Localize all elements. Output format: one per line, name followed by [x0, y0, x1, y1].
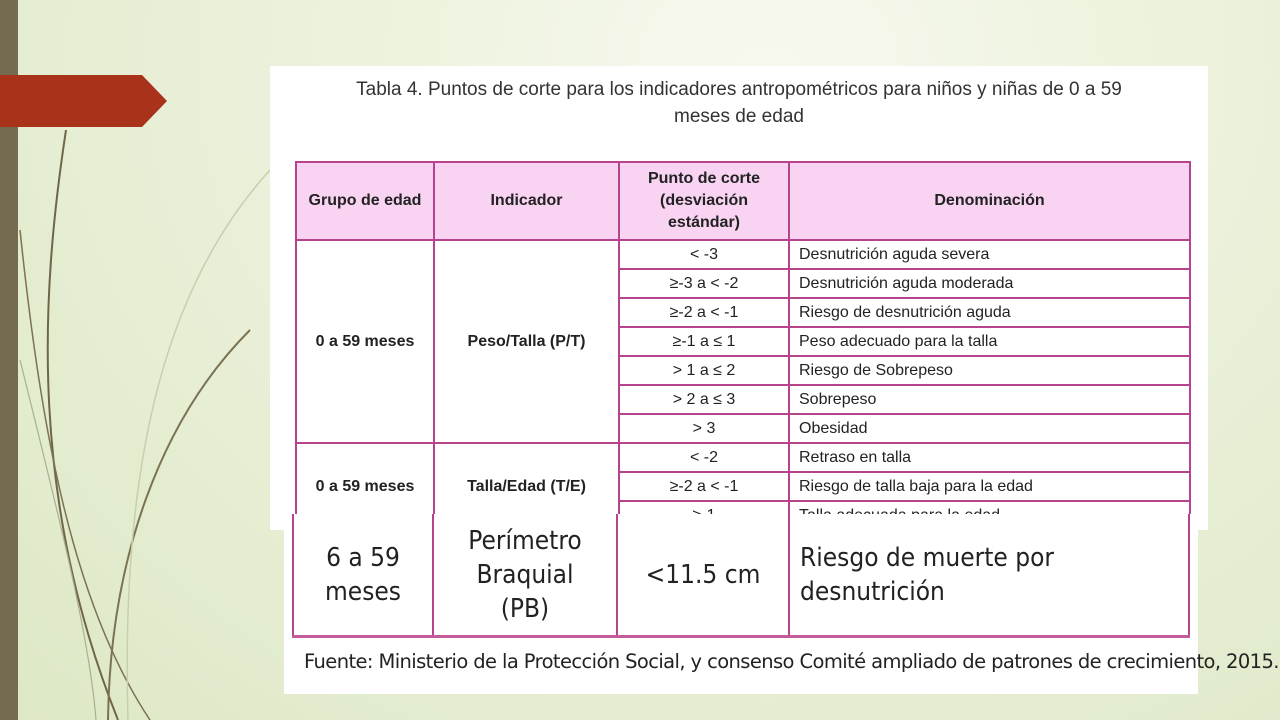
cutoff-cell: ≥-2 a < -1	[619, 472, 789, 501]
table-row	[296, 443, 1190, 472]
table-row	[293, 514, 1189, 637]
cutoff-cell: > 2 a ≤ 3	[619, 385, 789, 414]
cutoff-cell: <11.5 cm	[617, 514, 789, 637]
indicator-cell	[433, 514, 617, 637]
cutoff-cell: ≥-3 a < -2	[619, 269, 789, 298]
table-row	[296, 240, 1190, 269]
denomination-cell: Riesgo de talla baja para la edad	[789, 472, 1190, 501]
denomination-cell: Sobrepeso	[789, 385, 1190, 414]
group-cell: 6 a 59 meses	[293, 514, 433, 637]
indicator-cell: Peso/Talla (P/T)	[434, 240, 619, 443]
cutoff-cell: < -3	[619, 240, 789, 269]
denomination-cell: Retraso en talla	[789, 443, 1190, 472]
header-cutoff: Punto de corte (desviación estándar)	[619, 162, 789, 240]
denomination-cell: Riesgo de desnutrición aguda	[789, 298, 1190, 327]
denomination-cell: Peso adecuado para la talla	[789, 327, 1190, 356]
indicator-cell: Talla/Edad (T/E)	[434, 443, 619, 530]
cutoff-cell: ≥-1 a ≤ 1	[619, 327, 789, 356]
denomination-cell: Riesgo de Sobrepeso	[789, 356, 1190, 385]
table-image-lower	[284, 514, 1279, 694]
source-note: Fuente: Ministerio de la Protección Social, y consenso Comité ampliado de patrones de crecimiento, 2015.	[304, 650, 1279, 673]
cutoff-table	[295, 161, 1191, 531]
header-denomination: Denominación	[789, 162, 1190, 240]
braquial-table	[292, 514, 1190, 638]
caption-line-2: meses de edad	[674, 106, 804, 127]
group-cell: 0 a 59 meses	[296, 240, 434, 443]
group-cell: 0 a 59 meses	[296, 443, 434, 530]
cutoff-cell: ≥-2 a < -1	[619, 298, 789, 327]
caption-line-1: Tabla 4. Puntos de corte para los indicadores antropométricos para niños y niñas de 0 a 59	[356, 79, 1122, 100]
cutoff-cell: > 3	[619, 414, 789, 443]
denomination-cell: Desnutrición aguda moderada	[789, 269, 1190, 298]
denomination-cell: Riesgo de muerte por desnutrición	[789, 514, 1189, 637]
denomination-cell: Obesidad	[789, 414, 1190, 443]
header-group: Grupo de edad	[296, 162, 434, 240]
table-caption	[270, 76, 1208, 130]
header-indicator: Indicador	[434, 162, 619, 240]
table-image-upper	[270, 66, 1208, 530]
red-arrow-shape	[0, 75, 167, 127]
table-header-row	[296, 162, 1190, 240]
cutoff-cell: < -2	[619, 443, 789, 472]
indicator-line-2: (PB)	[500, 593, 550, 624]
denomination-cell: Desnutrición aguda severa	[789, 240, 1190, 269]
cutoff-cell: > 1 a ≤ 2	[619, 356, 789, 385]
indicator-line-1: Perímetro Braquial	[468, 525, 582, 590]
